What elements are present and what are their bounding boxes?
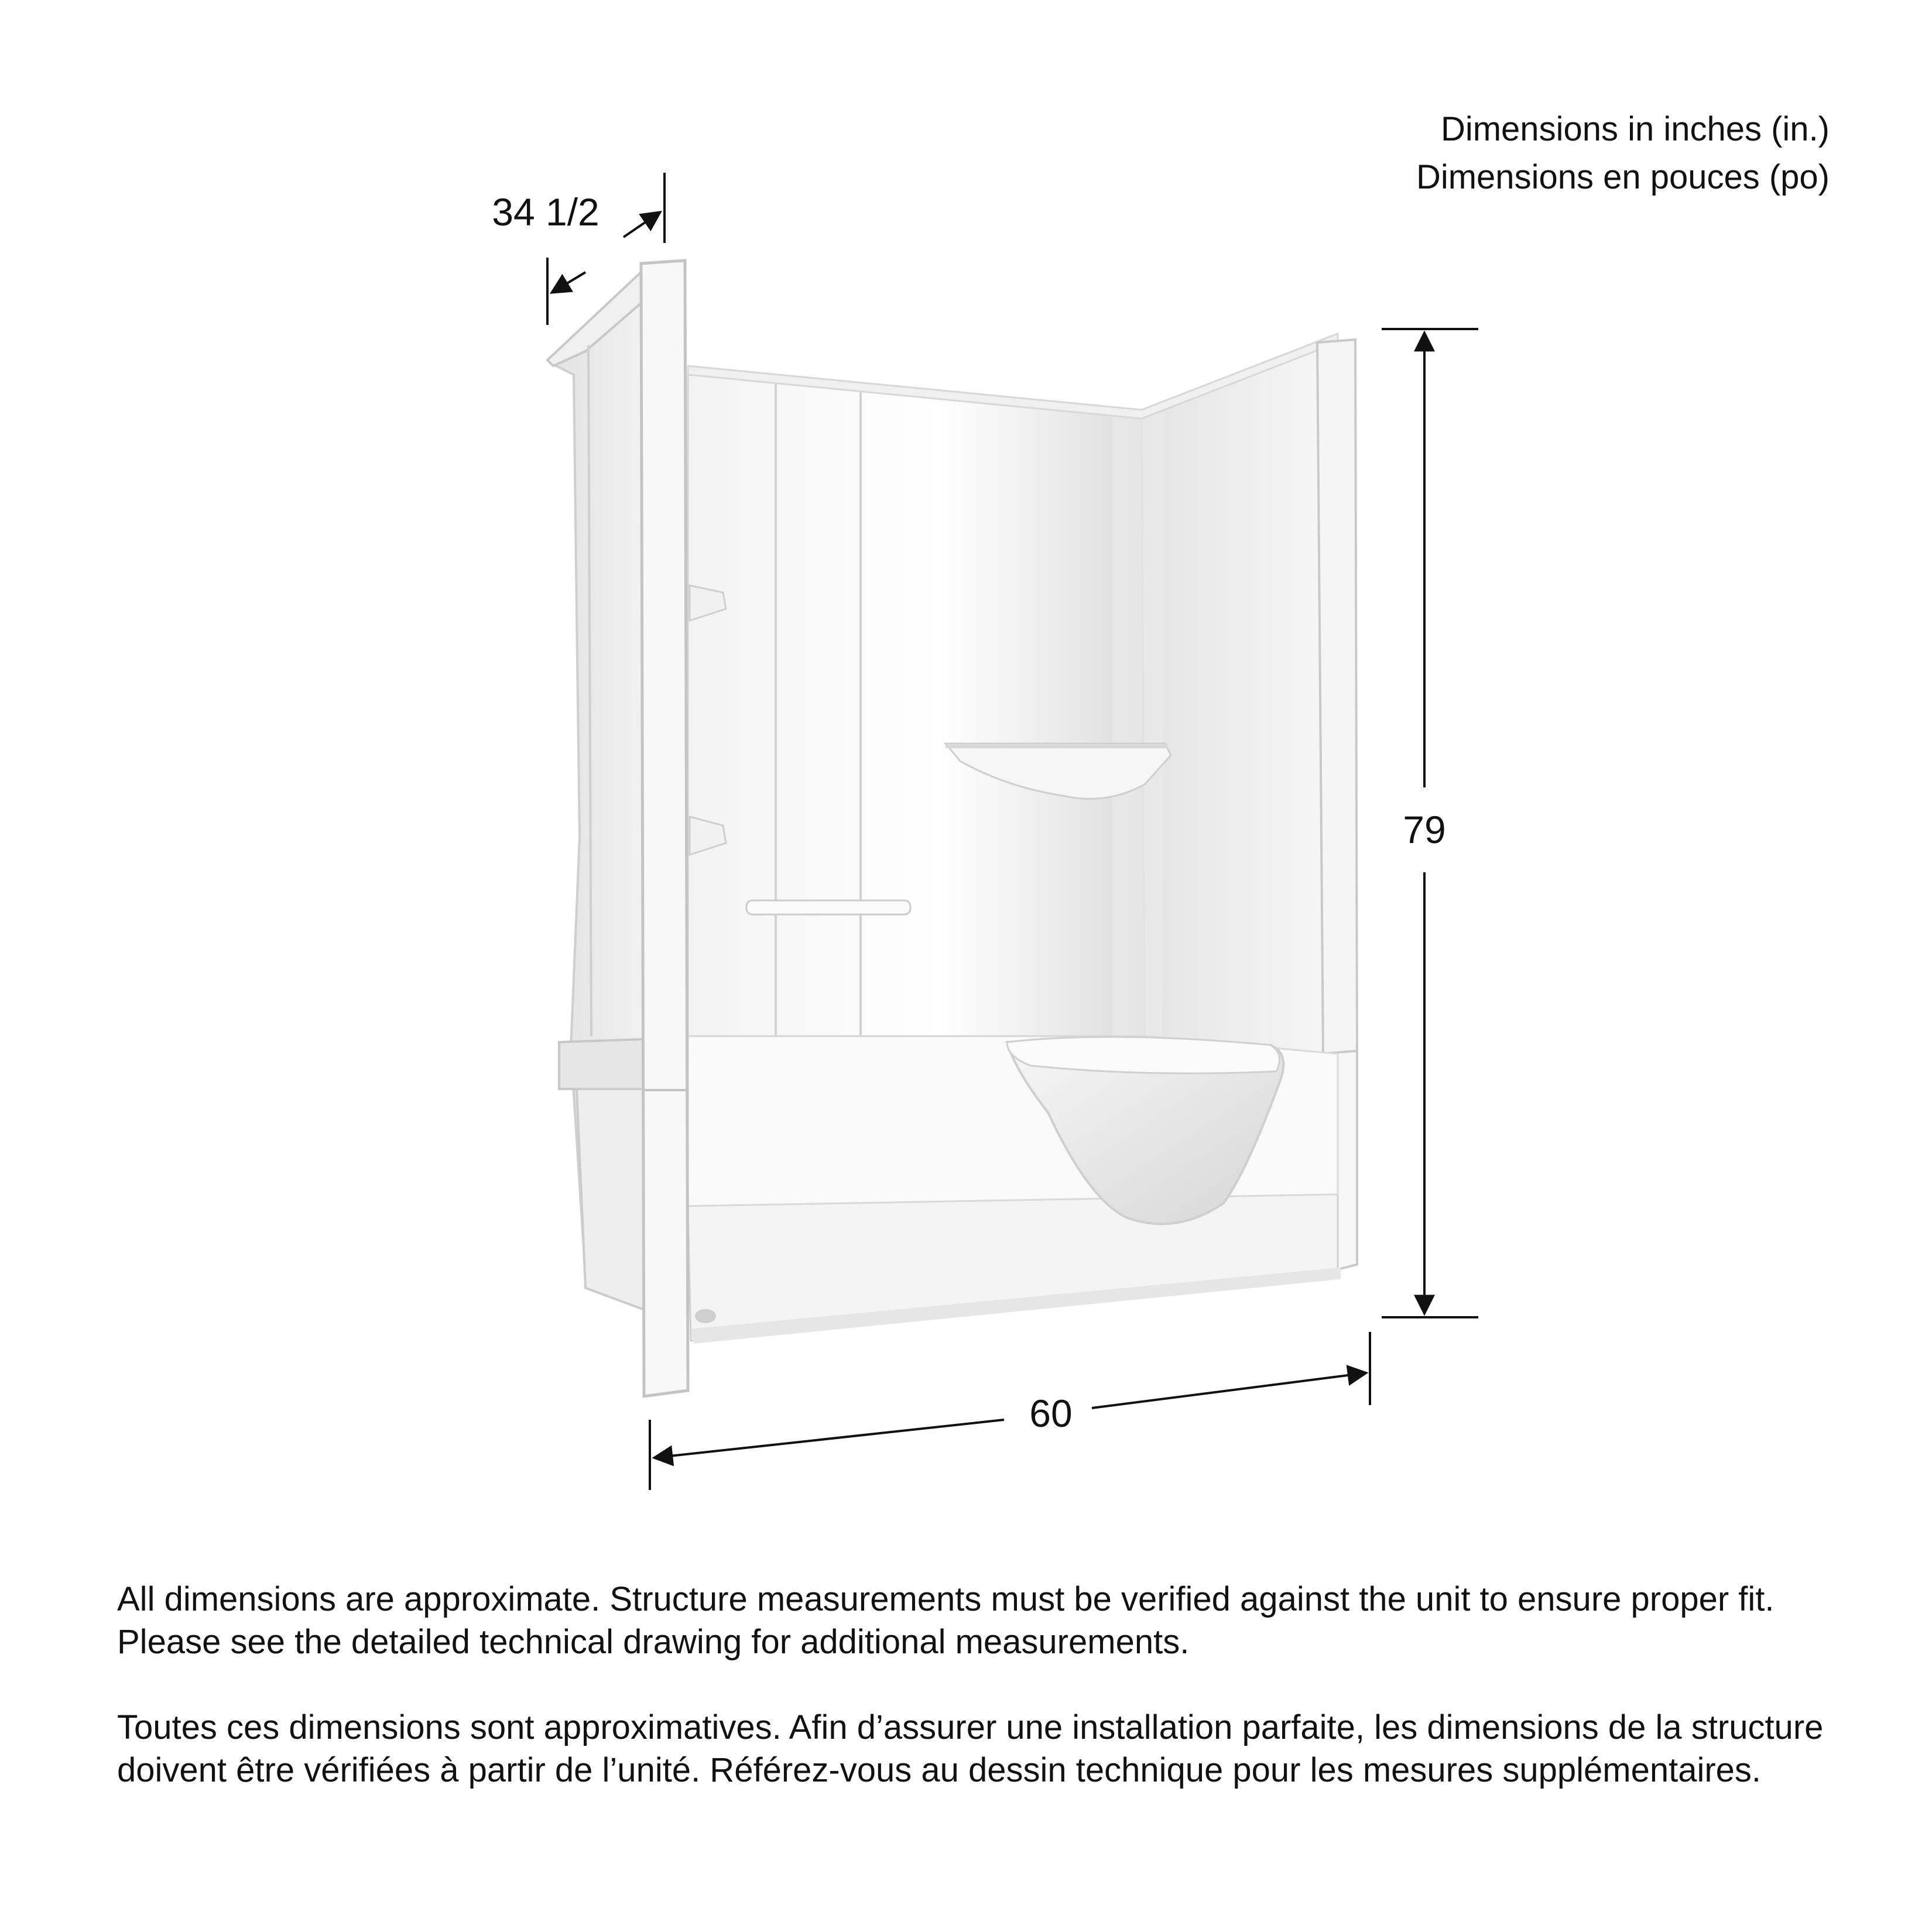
height-label: 79: [1403, 808, 1446, 851]
grab-bar: [746, 900, 910, 914]
width-arrow-left: [654, 1420, 1004, 1458]
units-french: Dimensions en pouces (po): [1416, 158, 1830, 196]
right-front-flange: [1317, 340, 1357, 1054]
shower-floor: [688, 1194, 1338, 1341]
corner-column: [1112, 410, 1165, 1036]
width-dimension: [650, 1332, 1370, 1490]
note-english: All dimensions are approximate. Structure measurements must be verified against the unit to ensure proper fit. Please see the detailed technical drawing for additional measurements.: [117, 1580, 1775, 1661]
depth-arrow: [624, 212, 660, 237]
width-label: 60: [1029, 1392, 1073, 1435]
drain: [695, 1309, 716, 1323]
back-wall: [688, 366, 1145, 1036]
units-english: Dimensions in inches (in.): [1440, 110, 1830, 148]
depth-label: 34 1/2: [492, 190, 600, 234]
width-arrow-right: [1092, 1373, 1366, 1408]
shower-unit: [547, 261, 1357, 1396]
note-french: Toutes ces dimensions sont approximatives. Afin d’assurer une installation parfaite, les dimensions de la structure doivent être vérifiées à partir de l’unité. Référez-vous au dessin technique pour les mesures supplémentaires.: [117, 1708, 1824, 1789]
seat-top: [1007, 1037, 1280, 1073]
right-wall: [1142, 334, 1338, 1054]
depth-arrow: [551, 272, 585, 293]
disclaimer-notes: [117, 1578, 1844, 1834]
left-front-flange: [641, 261, 688, 1396]
height-dimension: [1382, 329, 1478, 1317]
